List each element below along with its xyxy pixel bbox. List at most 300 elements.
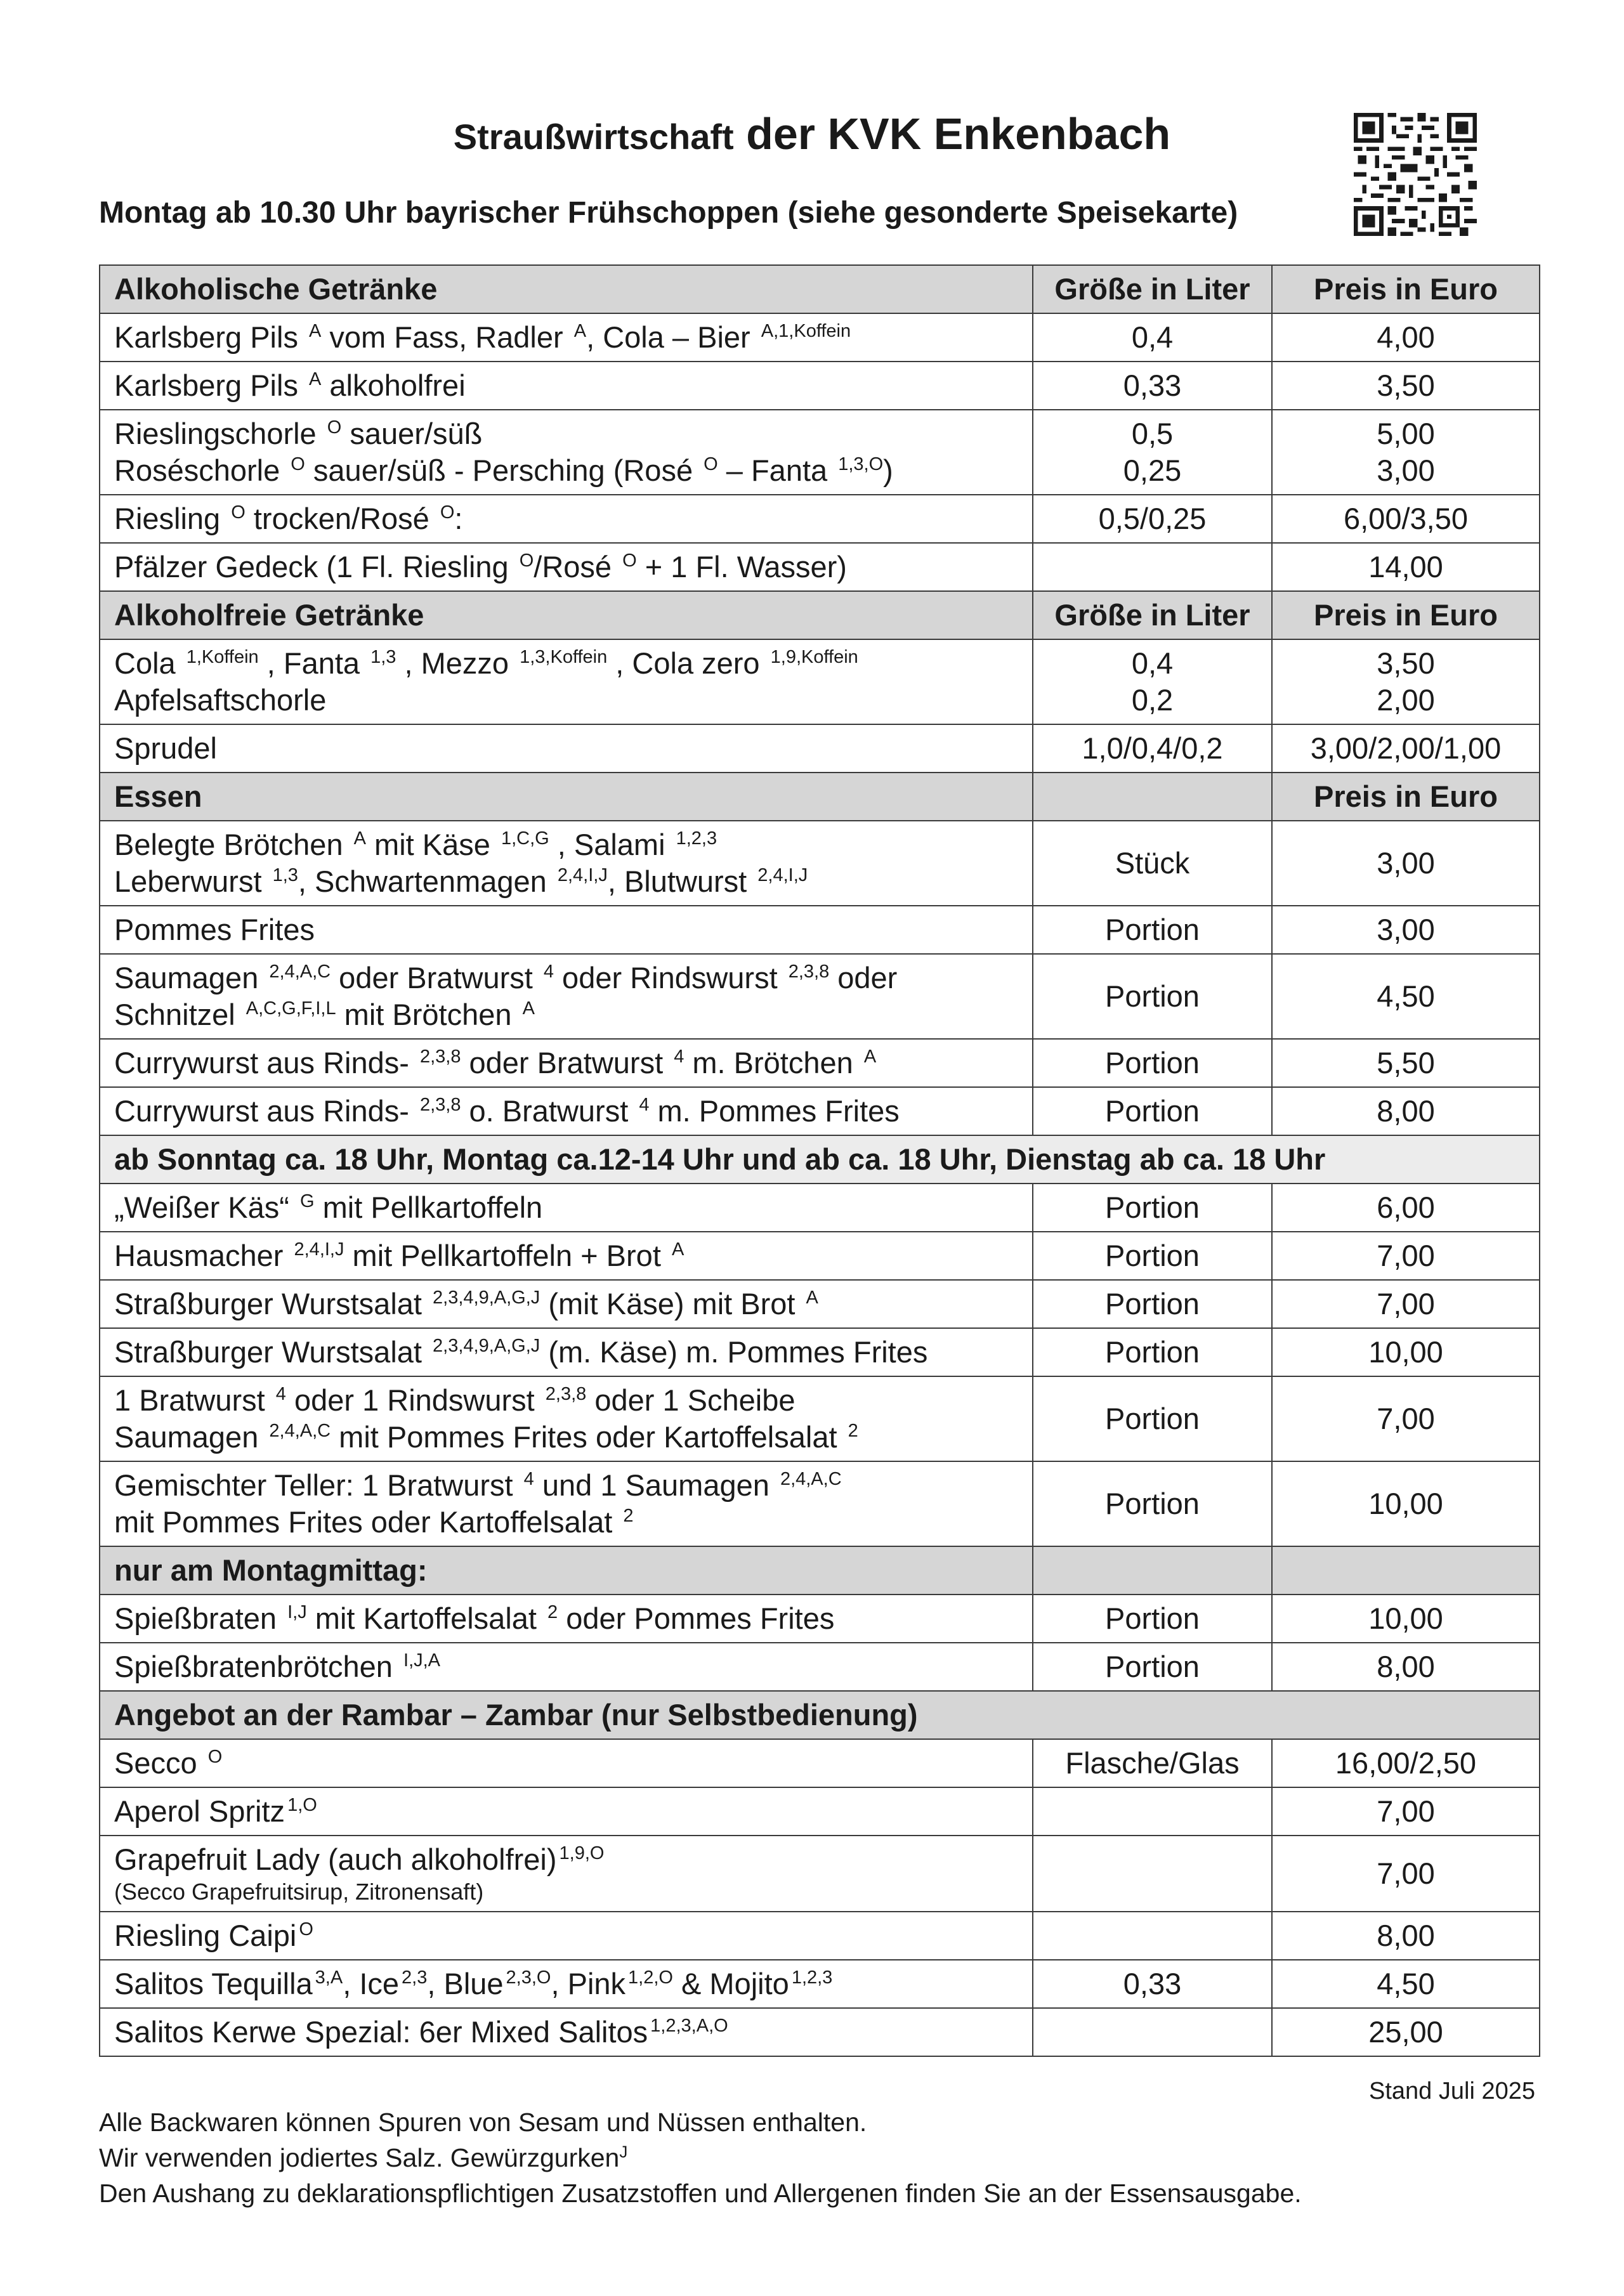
- item-text: Apfelsaftschorle: [114, 683, 327, 717]
- allergen-code: 3,A: [315, 1967, 343, 1988]
- allergen-code: O: [440, 502, 455, 523]
- price-value: 6,00: [1377, 1190, 1435, 1224]
- size-value: 0,5/0,25: [1098, 502, 1207, 535]
- item-text: Straßburger Wurstsalat: [114, 1287, 431, 1321]
- item-text: mit Brötchen: [336, 998, 520, 1031]
- item-price: [1272, 1232, 1540, 1280]
- item-size: [1033, 1643, 1272, 1691]
- footer-line-2-sup: J: [619, 2142, 628, 2162]
- item-price: [1272, 906, 1540, 954]
- item-size: [1033, 906, 1272, 954]
- size-column-header: [1033, 1546, 1272, 1595]
- allergen-code: 2: [547, 1602, 558, 1623]
- item-size: [1033, 1787, 1272, 1836]
- description-line: [114, 452, 1018, 489]
- price-column-header: Preis in Euro: [1272, 591, 1540, 639]
- menu-item-row: [100, 362, 1540, 410]
- price-value: 6,00/3,50: [1343, 502, 1468, 535]
- description-line: [114, 1286, 1018, 1322]
- item-text: oder Bratwurst: [331, 961, 541, 995]
- item-description: [100, 906, 1033, 954]
- item-text: m. Brötchen: [684, 1046, 861, 1080]
- description-line: [114, 1467, 1018, 1504]
- item-price: [1272, 543, 1540, 591]
- item-size: [1033, 1328, 1272, 1376]
- item-text: Straßburger Wurstsalat: [114, 1335, 431, 1369]
- menu-item-row: [100, 1184, 1540, 1232]
- footer-line-1: Alle Backwaren können Spuren von Sesam und Nüssen enthalten.: [99, 2108, 867, 2137]
- allergen-code: O: [231, 502, 246, 523]
- item-price: [1272, 1376, 1540, 1461]
- item-text: oder Rindswurst: [554, 961, 786, 995]
- item-text: , Blutwurst: [607, 864, 756, 898]
- menu-item-row: [100, 1087, 1540, 1135]
- description-line: [114, 1045, 1018, 1081]
- size-value: 0,33: [1123, 369, 1182, 402]
- allergen-code: 1,2,3: [676, 828, 717, 849]
- description-line: [114, 1419, 1018, 1456]
- allergen-code: 1,3: [272, 865, 298, 886]
- item-price: [1272, 313, 1540, 362]
- description-line: [114, 549, 1018, 585]
- item-size: [1033, 1376, 1272, 1461]
- item-text: oder 1 Rindswurst: [285, 1383, 543, 1417]
- item-description: [100, 1643, 1033, 1691]
- item-description: [100, 313, 1033, 362]
- item-size: [1033, 1739, 1272, 1787]
- allergen-code: 1,3: [370, 647, 396, 668]
- description-line: [114, 1966, 1018, 2002]
- price-column-header: Preis in Euro: [1272, 773, 1540, 821]
- allergen-code: A: [309, 321, 322, 342]
- size-value: Portion: [1105, 1402, 1200, 1435]
- item-description: [100, 724, 1033, 773]
- item-description: [100, 1836, 1033, 1912]
- item-size: [1033, 724, 1272, 773]
- size-value: Portion: [1105, 1287, 1200, 1321]
- item-size: [1033, 2008, 1272, 2056]
- price-value: 7,00: [1377, 1239, 1435, 1272]
- allergen-code: 4: [674, 1047, 684, 1067]
- menu-table: [99, 264, 1540, 2057]
- footer-notes: [99, 2104, 1302, 2211]
- allergen-code: A: [522, 998, 535, 1019]
- item-text: , Pink: [551, 1967, 626, 2000]
- description-line: [114, 1093, 1018, 1130]
- section-title: Alkoholfreie Getränke: [100, 591, 1033, 639]
- menu-item-row: [100, 1232, 1540, 1280]
- item-text: Salitos Tequilla: [114, 1967, 313, 2000]
- price-column-header: [1272, 1546, 1540, 1595]
- item-description: [100, 1280, 1033, 1328]
- item-text: , Cola – Bier: [586, 320, 759, 354]
- size-value: 0,4: [1131, 320, 1174, 354]
- price-value: 8,00: [1377, 1919, 1435, 1952]
- item-price: [1272, 724, 1540, 773]
- description-line: [114, 1841, 1018, 1878]
- section-title: Essen: [100, 773, 1033, 821]
- item-text: Saumagen: [114, 1420, 267, 1454]
- item-text: mit Kartoffelsalat: [306, 1601, 546, 1635]
- allergen-code: 1,Koffein: [186, 647, 259, 668]
- allergen-code: A: [863, 1047, 877, 1067]
- allergen-code: 4: [639, 1095, 650, 1116]
- allergen-code: 1,C,G: [501, 828, 549, 849]
- allergen-code: A,1,Koffein: [761, 321, 851, 342]
- item-size: [1033, 362, 1272, 410]
- size-value: Portion: [1105, 1239, 1200, 1272]
- menu-item-row: [100, 1328, 1540, 1376]
- item-text: Roséschorle: [114, 453, 289, 487]
- item-price: [1272, 1912, 1540, 1960]
- item-size: [1033, 954, 1272, 1039]
- item-text: „Weißer Käs“: [114, 1190, 298, 1224]
- price-value: 3,00: [1377, 453, 1435, 487]
- menu-item-row: [100, 906, 1540, 954]
- allergen-code: 2: [623, 1506, 634, 1527]
- item-text: Saumagen: [114, 961, 267, 995]
- allergen-code: O: [327, 417, 342, 438]
- description-line: [114, 1600, 1018, 1637]
- item-description: [100, 543, 1033, 591]
- menu-item-row: [100, 1912, 1540, 1960]
- menu-item-row: [100, 495, 1540, 543]
- item-text: vom Fass, Radler: [321, 320, 572, 354]
- item-text: Currywurst aus Rinds-: [114, 1046, 417, 1080]
- item-description: [100, 495, 1033, 543]
- item-size: [1033, 1461, 1272, 1546]
- item-size: [1033, 1280, 1272, 1328]
- item-text: oder Bratwurst: [461, 1046, 672, 1080]
- item-text: Currywurst aus Rinds-: [114, 1094, 417, 1128]
- allergen-code: 2,4,A,C: [269, 1421, 331, 1442]
- item-text: mit Pellkartoffeln: [314, 1190, 543, 1224]
- item-description: [100, 1087, 1033, 1135]
- price-value: 3,50: [1377, 369, 1435, 402]
- item-text: Gemischter Teller: 1 Bratwurst: [114, 1468, 521, 1502]
- allergen-code: 2: [848, 1421, 858, 1442]
- menu-item-row: [100, 410, 1540, 495]
- item-size: [1033, 1960, 1272, 2008]
- item-text: Hausmacher: [114, 1239, 292, 1272]
- allergen-code: 1,3,Koffein: [520, 647, 608, 668]
- item-size: [1033, 1595, 1272, 1643]
- section-title: Angebot an der Rambar – Zambar (nur Selbstbedienung): [100, 1691, 1540, 1739]
- item-text: Riesling Caipi: [114, 1919, 297, 1952]
- item-price: [1272, 1461, 1540, 1546]
- description-line: [114, 960, 1018, 996]
- item-text: mit Pommes Frites oder Kartoffelsalat: [114, 1505, 621, 1539]
- allergen-code: 4: [523, 1469, 534, 1490]
- allergen-code: 4: [543, 962, 554, 982]
- item-text: , Cola zero: [607, 646, 768, 680]
- allergen-code: 2,3: [402, 1967, 428, 1988]
- size-value: Portion: [1105, 1487, 1200, 1520]
- item-text: & Mojito: [672, 1967, 789, 2000]
- section-header-row: [100, 265, 1540, 313]
- item-text: :: [454, 502, 463, 535]
- section-header-row: [100, 1546, 1540, 1595]
- item-text: Spießbratenbrötchen: [114, 1650, 402, 1683]
- item-text: , Ice: [343, 1967, 400, 2000]
- item-text: sauer/süß - Persching (Rosé: [304, 453, 702, 487]
- price-value: 3,00: [1377, 846, 1435, 880]
- item-size: [1033, 639, 1272, 724]
- item-price: [1272, 1039, 1540, 1087]
- menu-item-row: [100, 313, 1540, 362]
- item-text: Cola: [114, 646, 184, 680]
- item-price: [1272, 1087, 1540, 1135]
- price-value: 10,00: [1368, 1335, 1443, 1369]
- price-value: 5,00: [1377, 417, 1435, 450]
- section-header-row: [100, 773, 1540, 821]
- allergen-code: A: [309, 369, 322, 390]
- size-value: 0,2: [1131, 683, 1174, 717]
- size-value: Stück: [1115, 846, 1190, 880]
- allergen-code: I,J,A: [403, 1650, 441, 1671]
- price-value: 25,00: [1368, 2015, 1443, 2049]
- allergen-code: 4: [275, 1384, 286, 1405]
- item-price: [1272, 1643, 1540, 1691]
- allergen-code: 2,4,I,J: [557, 865, 608, 886]
- allergen-code: A: [806, 1288, 818, 1308]
- footer-line-2: [99, 2140, 1302, 2175]
- item-description: [100, 1376, 1033, 1461]
- price-value: 7,00: [1377, 1287, 1435, 1321]
- price-value: 4,50: [1377, 1967, 1435, 2000]
- price-value: 16,00/2,50: [1335, 1746, 1477, 1780]
- description-line: [114, 415, 1018, 452]
- description-line: [114, 682, 1018, 719]
- price-value: 14,00: [1368, 550, 1443, 584]
- description-line: [114, 367, 1018, 404]
- size-value: Portion: [1105, 1094, 1200, 1128]
- item-size: [1033, 1087, 1272, 1135]
- title-part-1: Straußwirtschaft: [453, 117, 734, 157]
- allergen-code: O: [291, 454, 305, 475]
- item-text: alkoholfrei: [321, 369, 466, 402]
- item-text: o. Bratwurst: [461, 1094, 637, 1128]
- item-description: [100, 1787, 1033, 1836]
- section-header-row: [100, 1135, 1540, 1184]
- price-value: 8,00: [1377, 1650, 1435, 1683]
- allergen-code: 2,4,A,C: [780, 1469, 842, 1490]
- size-value: 1,0/0,4/0,2: [1082, 731, 1223, 765]
- item-price: [1272, 1787, 1540, 1836]
- size-value: Portion: [1105, 1046, 1200, 1080]
- footer-line-2-text: Wir verwenden jodiertes Salz. Gewürzgurken: [99, 2143, 620, 2172]
- size-value: 0,33: [1123, 1967, 1182, 2000]
- price-value: 10,00: [1368, 1487, 1443, 1520]
- menu-item-row: [100, 1787, 1540, 1836]
- item-text: Pfälzer Gedeck (1 Fl. Riesling: [114, 550, 517, 584]
- item-text: Karlsberg Pils: [114, 369, 306, 402]
- item-price: [1272, 1739, 1540, 1787]
- size-column-header: Größe in Liter: [1033, 265, 1272, 313]
- allergen-code: 2,3,4,9,A,G,J: [433, 1336, 540, 1357]
- item-price: [1272, 410, 1540, 495]
- item-size: [1033, 410, 1272, 495]
- item-description: [100, 1039, 1033, 1087]
- price-value: 7,00: [1377, 1794, 1435, 1828]
- item-text: mit Pellkartoffeln + Brot: [344, 1239, 669, 1272]
- price-value: 7,00: [1377, 1856, 1435, 1890]
- item-text: Aperol Spritz: [114, 1794, 285, 1828]
- item-text: ): [883, 453, 893, 487]
- allergen-code: 1,3,O: [838, 454, 884, 475]
- menu-item-row: [100, 1739, 1540, 1787]
- size-value: Portion: [1105, 1650, 1200, 1683]
- size-column-header: [1033, 773, 1272, 821]
- item-text: mit Käse: [365, 828, 499, 861]
- description-line: [114, 319, 1018, 356]
- item-price: [1272, 821, 1540, 906]
- item-size: [1033, 495, 1272, 543]
- menu-item-row: [100, 1960, 1540, 2008]
- description-line: [114, 863, 1018, 900]
- item-text: oder Pommes Frites: [558, 1601, 835, 1635]
- price-value: 10,00: [1368, 1601, 1443, 1635]
- item-text: Riesling: [114, 502, 229, 535]
- allergen-code: 2,3,8: [419, 1095, 461, 1116]
- item-price: [1272, 1328, 1540, 1376]
- price-value: 3,00: [1377, 913, 1435, 946]
- allergen-code: 2,3,8: [788, 962, 830, 982]
- item-description: [100, 1461, 1033, 1546]
- description-line: [114, 1237, 1018, 1274]
- size-value: 0,5: [1131, 417, 1174, 450]
- item-text: Karlsberg Pils: [114, 320, 306, 354]
- allergen-code: O: [704, 454, 718, 475]
- menu-item-row: [100, 1836, 1540, 1912]
- item-note: (Secco Grapefruitsirup, Zitronensaft): [114, 1879, 484, 1905]
- item-description: [100, 1184, 1033, 1232]
- size-column-header: Größe in Liter: [1033, 591, 1272, 639]
- allergen-code: 1,9,O: [559, 1843, 605, 1864]
- price-value: 7,00: [1377, 1402, 1435, 1435]
- allergen-code: O: [207, 1747, 223, 1768]
- allergen-code: O: [519, 551, 534, 571]
- item-text: (m. Käse) m. Pommes Frites: [540, 1335, 928, 1369]
- item-text: m. Pommes Frites: [649, 1094, 900, 1128]
- item-size: [1033, 1912, 1272, 1960]
- menu-item-row: [100, 639, 1540, 724]
- description-line: [114, 2014, 1018, 2051]
- title-part-2: der KVK Enkenbach: [746, 109, 1171, 159]
- description-line: [114, 1648, 1018, 1685]
- section-header-row: [100, 1691, 1540, 1739]
- description-line: [114, 1334, 1018, 1371]
- allergen-code: A: [671, 1239, 684, 1260]
- allergen-code: A: [573, 321, 587, 342]
- item-text: , Blue: [427, 1967, 504, 2000]
- allergen-code: G: [300, 1191, 315, 1212]
- allergen-code: 2,4,A,C: [269, 962, 331, 982]
- item-text: (mit Käse) mit Brot: [540, 1287, 804, 1321]
- item-description: [100, 821, 1033, 906]
- item-size: [1033, 1836, 1272, 1912]
- qr-code-icon: [1354, 113, 1477, 236]
- description-line: [114, 1745, 1018, 1782]
- size-value: 0,4: [1131, 646, 1174, 680]
- item-text: Sprudel: [114, 731, 217, 765]
- item-description: [100, 954, 1033, 1039]
- description-line: [114, 730, 1018, 767]
- subtitle: Montag ab 10.30 Uhr bayrischer Frühschoppen (siehe gesonderte Speisekarte): [99, 196, 1238, 230]
- allergen-code: 1,O: [287, 1795, 317, 1816]
- description-line: [114, 500, 1018, 537]
- item-description: [100, 410, 1033, 495]
- section-title: Alkoholische Getränke: [100, 265, 1033, 313]
- item-description: [100, 639, 1033, 724]
- allergen-code: 1,9,Koffein: [770, 647, 858, 668]
- item-text: Belegte Brötchen: [114, 828, 351, 861]
- item-price: [1272, 2008, 1540, 2056]
- allergen-code: 1,2,O: [628, 1967, 673, 1988]
- item-size: [1033, 1232, 1272, 1280]
- item-text: Rieslingschorle: [114, 417, 325, 450]
- item-text: oder 1 Scheibe: [586, 1383, 796, 1417]
- price-value: 3,00/2,00/1,00: [1310, 731, 1502, 765]
- size-value: Portion: [1105, 913, 1200, 946]
- size-value: Portion: [1105, 1601, 1200, 1635]
- item-price: [1272, 495, 1540, 543]
- menu-item-row: [100, 1595, 1540, 1643]
- allergen-code: O: [299, 1919, 313, 1940]
- section-title: ab Sonntag ca. 18 Uhr, Montag ca.12-14 Uhr und ab ca. 18 Uhr, Dienstag ab ca. 18 Uhr: [100, 1135, 1540, 1184]
- footer-line-3: Den Aushang zu deklarationspflichtigen Zusatzstoffen und Allergenen finden Sie an der Essensausgabe.: [99, 2179, 1302, 2208]
- item-price: [1272, 1960, 1540, 2008]
- item-description: [100, 1912, 1033, 1960]
- section-header-row: [100, 591, 1540, 639]
- allergen-code: A: [353, 828, 366, 849]
- item-size: [1033, 1184, 1272, 1232]
- allergen-code: 2,3,4,9,A,G,J: [433, 1288, 540, 1308]
- item-text: Spießbraten: [114, 1601, 285, 1635]
- item-description: [100, 1739, 1033, 1787]
- allergen-code: 2,4,I,J: [294, 1239, 344, 1260]
- item-text: Schnitzel: [114, 998, 244, 1031]
- item-size: [1033, 1039, 1272, 1087]
- price-value: 5,50: [1377, 1046, 1435, 1080]
- item-description: [100, 1328, 1033, 1376]
- allergen-code: 1,2,3: [791, 1967, 833, 1988]
- size-value: Portion: [1105, 1335, 1200, 1369]
- allergen-code: 2,3,O: [506, 1967, 551, 1988]
- allergen-code: 2,4,I,J: [757, 865, 808, 886]
- price-value: 2,00: [1377, 683, 1435, 717]
- menu-item-row: [100, 954, 1540, 1039]
- item-text: , Salami: [549, 828, 674, 861]
- item-text: – Fanta: [717, 453, 836, 487]
- item-text: 1 Bratwurst: [114, 1383, 273, 1417]
- item-text: /Rosé: [534, 550, 620, 584]
- description-line: [114, 996, 1018, 1033]
- menu-item-row: [100, 1039, 1540, 1087]
- description-line: [114, 645, 1018, 682]
- item-description: [100, 2008, 1033, 2056]
- item-text: trocken/Rosé: [245, 502, 438, 535]
- item-description: [100, 1595, 1033, 1643]
- menu-item-row: [100, 1461, 1540, 1546]
- item-text: Salitos Kerwe Spezial: 6er Mixed Salitos: [114, 2015, 648, 2049]
- allergen-code: A,C,G,F,I,L: [246, 998, 336, 1019]
- item-price: [1272, 1184, 1540, 1232]
- description-line: [114, 1504, 1018, 1541]
- item-price: [1272, 1595, 1540, 1643]
- item-text: , Fanta: [258, 646, 369, 680]
- price-value: 8,00: [1377, 1094, 1435, 1128]
